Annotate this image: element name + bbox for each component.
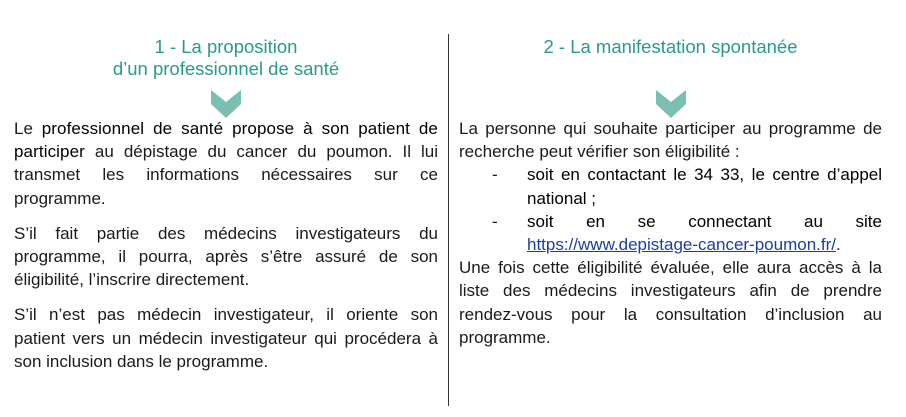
chevron-down-icon — [211, 90, 241, 120]
left-paragraph-1 — [14, 117, 438, 210]
right-intro: La personne qui souhaite participer au programme de recherche peut vérifier son éligibilité : — [459, 119, 882, 162]
left-para1-rest: au dépistage du cancer du poumon. Il lui transmet les informations nécessaires sur ce programme. — [14, 142, 438, 208]
left-heading — [14, 36, 438, 80]
left-column — [14, 36, 438, 373]
left-heading-line2: d’un professionnel de santé — [112, 58, 340, 79]
right-column — [459, 36, 882, 349]
left-para1-prefix: Le — [14, 119, 42, 138]
list-item — [459, 163, 882, 209]
right-heading — [459, 36, 882, 80]
column-divider — [448, 34, 449, 406]
right-outro: Une fois cette éligibilité évaluée, elle aura accès à la liste des médecins investigateurs afin de prendre rendez-vous pour la consultation d’inclusion au programme. — [459, 258, 882, 347]
chevron-down-icon — [656, 90, 686, 120]
list-item-website-prefix: soit en se connectant au site — [527, 211, 882, 231]
left-paragraph-3: S’il n’est pas médecin investigateur, il oriente son patient vers un médecin investigateur qui procédera à son inclusion dans le programme. — [14, 305, 438, 371]
list-item — [459, 210, 882, 256]
list-item-website-suffix: . — [835, 235, 841, 255]
list-item-phone: soit en contactant le 34 33, le centre d’appel national ; — [527, 165, 882, 208]
website-link[interactable]: https://www.depistage-cancer-poumon.fr/ — [527, 235, 836, 255]
list-dash: - — [492, 211, 498, 231]
eligibility-options-list — [459, 163, 882, 256]
left-para1-bold: professionnel de santé propose à son patient de participer — [14, 119, 438, 162]
right-heading-text: 2 - La manifestation spontanée — [543, 36, 798, 57]
left-paragraph-2: S’il fait partie des médecins investigateurs du programme, il pourra, après s’être assuré de son éligibilité, l’inscrire directement. — [14, 223, 438, 290]
left-heading-line1: 1 - La proposition — [154, 36, 298, 57]
list-dash: - — [492, 165, 498, 185]
